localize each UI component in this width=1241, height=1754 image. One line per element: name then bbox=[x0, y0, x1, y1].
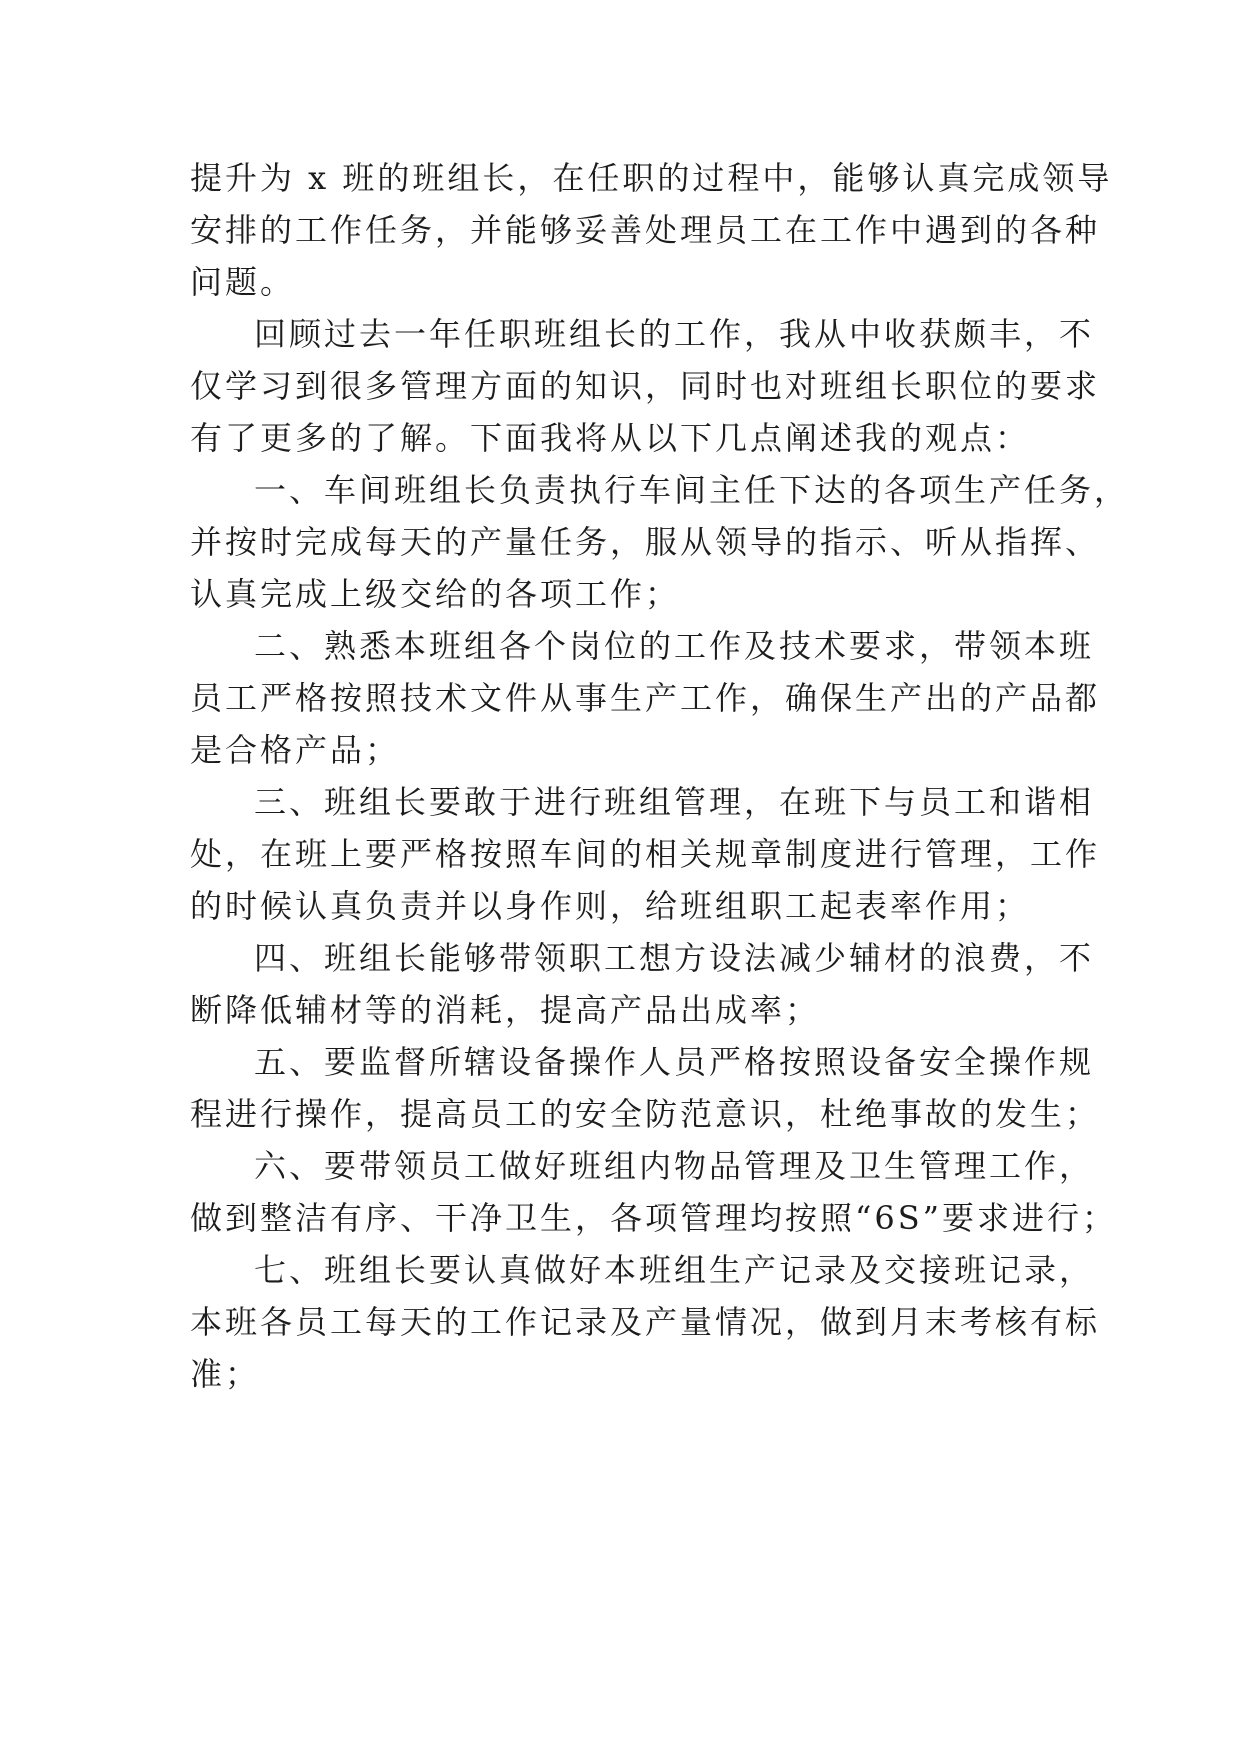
paragraph-line: 有了更多的了解。下面我将从以下几点阐述我的观点： bbox=[190, 419, 1031, 457]
paragraph-line: 四、班组长能够带领职工想方设法减少辅材的浪费，不 bbox=[254, 939, 1095, 977]
paragraph-line: 安排的工作任务，并能够妥善处理员工在工作中遇到的各种 bbox=[190, 211, 1101, 249]
paragraph-line: 本班各员工每天的工作记录及产量情况，做到月末考核有标 bbox=[190, 1303, 1101, 1341]
paragraph-line: 六、要带领员工做好班组内物品管理及卫生管理工作， bbox=[254, 1147, 1095, 1185]
paragraph-line: 认真完成上级交给的各项工作； bbox=[190, 575, 681, 613]
paragraph-line: 七、班组长要认真做好本班组生产记录及交接班记录， bbox=[254, 1251, 1095, 1289]
paragraph-line: 做到整洁有序、干净卫生，各项管理均按照“6S”要求进行； bbox=[190, 1199, 1118, 1237]
paragraph-line: 准； bbox=[190, 1355, 261, 1393]
paragraph-line: 五、要监督所辖设备操作人员严格按照设备安全操作规 bbox=[254, 1043, 1095, 1081]
paragraph-line: 并按时完成每天的产量任务，服从领导的指示、听从指挥、 bbox=[190, 523, 1101, 561]
paragraph-line: 问题。 bbox=[190, 263, 296, 301]
paragraph-line: 一、车间班组长负责执行车间主任下达的各项生产任务， bbox=[254, 471, 1130, 509]
paragraph-line: 提升为 x 班的班组长，在任职的过程中，能够认真完成领导 bbox=[190, 159, 1113, 197]
paragraph-line: 三、班组长要敢于进行班组管理，在班下与员工和谐相 bbox=[254, 783, 1095, 821]
paragraph-line: 是合格产品； bbox=[190, 731, 401, 769]
paragraph-line: 程进行操作，提高员工的安全防范意识，杜绝事故的发生； bbox=[190, 1095, 1101, 1133]
paragraph-line: 回顾过去一年任职班组长的工作，我从中收获颇丰，不 bbox=[254, 315, 1095, 353]
paragraph-line: 员工严格按照技术文件从事生产工作，确保生产出的产品都 bbox=[190, 679, 1101, 717]
paragraph-line: 断降低辅材等的消耗，提高产品出成率； bbox=[190, 991, 821, 1029]
paragraph-line: 仅学习到很多管理方面的知识，同时也对班组长职位的要求 bbox=[190, 367, 1101, 405]
paragraph-line: 处，在班上要严格按照车间的相关规章制度进行管理，工作 bbox=[190, 835, 1101, 873]
paragraph-line: 二、熟悉本班组各个岗位的工作及技术要求，带领本班 bbox=[254, 627, 1095, 665]
paragraph-line: 的时候认真负责并以身作则，给班组职工起表率作用； bbox=[190, 887, 1031, 925]
